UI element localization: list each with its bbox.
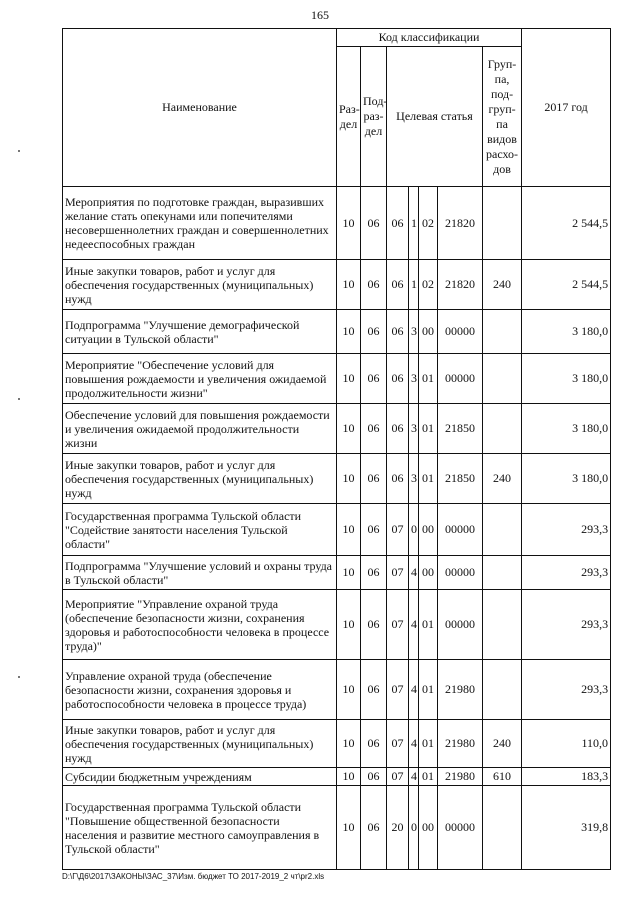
header-section: Раз- дел [337,47,361,187]
row-section: 10 [337,504,361,556]
row-subsection: 06 [361,354,387,404]
row-target-program: 07 [387,590,409,660]
row-name: Подпрограмма "Улучшение условий и охраны труда в Тульской области" [63,556,337,590]
row-subsection: 06 [361,590,387,660]
row-expense-group [483,310,522,354]
row-name: Иные закупки товаров, работ и услуг для обеспечения государственных (муниципальных) нужд [63,260,337,310]
scan-speck [18,150,20,152]
row-target-subprogram: 1 [409,187,419,260]
row-subsection: 06 [361,786,387,870]
row-amount: 293,3 [522,660,611,720]
row-name: Государственная программа Тульской области "Повышение общественной безопасности населения и развитие местного самоуправления в Тульской области" [63,786,337,870]
row-target-program: 06 [387,354,409,404]
row-target-code: 00000 [438,556,483,590]
row-name: Мероприятие "Управление охраной труда (обеспечение безопасности жизни, сохранения здоровья и работоспособности человека в процессе труда)" [63,590,337,660]
row-target-program: 07 [387,660,409,720]
row-expense-group: 610 [483,768,522,786]
table-row [63,660,611,720]
row-target-event: 00 [419,504,438,556]
row-subsection: 06 [361,454,387,504]
row-target-event: 00 [419,310,438,354]
row-target-event: 01 [419,404,438,454]
row-target-code: 21850 [438,404,483,454]
row-target-event: 01 [419,454,438,504]
row-subsection: 06 [361,768,387,786]
row-section: 10 [337,354,361,404]
row-target-program: 20 [387,786,409,870]
table-row [63,187,611,260]
row-target-subprogram: 0 [409,504,419,556]
budget-table [62,28,611,870]
scan-speck [18,398,20,400]
row-name: Иные закупки товаров, работ и услуг для обеспечения государственных (муниципальных) нужд [63,720,337,768]
table-row [63,354,611,404]
row-section: 10 [337,590,361,660]
table-row [63,720,611,768]
table-row [63,260,611,310]
row-target-code: 21820 [438,187,483,260]
row-subsection: 06 [361,187,387,260]
row-expense-group: 240 [483,454,522,504]
row-expense-group: 240 [483,720,522,768]
row-subsection: 06 [361,404,387,454]
row-section: 10 [337,260,361,310]
row-target-event: 01 [419,590,438,660]
row-amount: 3 180,0 [522,310,611,354]
row-target-program: 07 [387,556,409,590]
row-target-subprogram: 3 [409,354,419,404]
header-target-article: Целевая статья [387,47,483,187]
table-row [63,768,611,786]
row-subsection: 06 [361,660,387,720]
row-amount: 293,3 [522,504,611,556]
table-row [63,786,611,870]
row-amount: 2 544,5 [522,260,611,310]
row-target-code: 21850 [438,454,483,504]
table-row [63,556,611,590]
page-number: 165 [311,8,329,22]
row-target-code: 00000 [438,310,483,354]
row-name: Мероприятия по подготовке граждан, выразивших желание стать опекунами или попечителями несовершеннолетних граждан и совершеннолетних недееспособных граждан [63,187,337,260]
row-expense-group [483,590,522,660]
row-section: 10 [337,404,361,454]
row-name: Иные закупки товаров, работ и услуг для обеспечения государственных (муниципальных) нужд [63,454,337,504]
row-target-code: 00000 [438,504,483,556]
row-section: 10 [337,454,361,504]
row-target-program: 07 [387,768,409,786]
row-amount: 183,3 [522,768,611,786]
row-section: 10 [337,720,361,768]
table-row [63,404,611,454]
row-subsection: 06 [361,720,387,768]
row-target-program: 07 [387,720,409,768]
row-target-program: 06 [387,454,409,504]
row-section: 10 [337,556,361,590]
row-target-code: 00000 [438,786,483,870]
row-target-event: 01 [419,354,438,404]
row-section: 10 [337,310,361,354]
row-amount: 3 180,0 [522,354,611,404]
row-target-code: 21980 [438,720,483,768]
row-amount: 293,3 [522,590,611,660]
row-amount: 3 180,0 [522,404,611,454]
row-section: 10 [337,786,361,870]
row-name: Субсидии бюджетным учреждениям [63,768,337,786]
row-target-code: 00000 [438,354,483,404]
row-target-subprogram: 4 [409,768,419,786]
row-name: Государственная программа Тульской области "Содействие занятости населения Тульской области" [63,504,337,556]
row-expense-group [483,187,522,260]
table-row [63,590,611,660]
table-row [63,504,611,556]
table-row [63,310,611,354]
table-row [63,454,611,504]
row-subsection: 06 [361,260,387,310]
header-expense-group: Груп- па, под- груп- па видов расхо- дов [483,47,522,187]
row-target-event: 01 [419,720,438,768]
row-name: Обеспечение условий для повышения рождаемости и увеличения ожидаемой продолжительности жизни [63,404,337,454]
row-expense-group [483,660,522,720]
row-target-code: 21980 [438,768,483,786]
row-target-program: 06 [387,404,409,454]
row-expense-group: 240 [483,260,522,310]
row-target-program: 06 [387,310,409,354]
row-amount: 3 180,0 [522,454,611,504]
row-target-subprogram: 3 [409,404,419,454]
row-target-subprogram: 3 [409,310,419,354]
row-target-subprogram: 4 [409,720,419,768]
row-target-subprogram: 3 [409,454,419,504]
row-target-code: 00000 [438,590,483,660]
row-target-event: 00 [419,786,438,870]
row-expense-group [483,556,522,590]
row-section: 10 [337,660,361,720]
row-target-subprogram: 0 [409,786,419,870]
row-target-code: 21980 [438,660,483,720]
row-amount: 293,3 [522,556,611,590]
row-name: Мероприятие "Обеспечение условий для повышения рождаемости и увеличения ожидаемой продолжительности жизни" [63,354,337,404]
row-target-program: 06 [387,260,409,310]
row-target-event: 01 [419,768,438,786]
row-target-event: 02 [419,260,438,310]
row-name: Подпрограмма "Улучшение демографической ситуации в Тульской области" [63,310,337,354]
row-amount: 110,0 [522,720,611,768]
row-target-event: 02 [419,187,438,260]
row-target-program: 06 [387,187,409,260]
row-subsection: 06 [361,504,387,556]
row-expense-group [483,786,522,870]
row-target-event: 01 [419,660,438,720]
row-target-subprogram: 4 [409,590,419,660]
row-expense-group [483,354,522,404]
header-year: 2017 год [522,29,611,187]
header-subsection: Под- раз- дел [361,47,387,187]
header-name: Наименование [63,29,337,187]
scan-speck [18,676,20,678]
row-target-subprogram: 1 [409,260,419,310]
row-amount: 319,8 [522,786,611,870]
row-target-program: 07 [387,504,409,556]
row-section: 10 [337,187,361,260]
file-path-footer: D:\Г\Д6\2017\ЗАКОНЫ\ЗАС_37\Изм. бюджет ТО 2017-2019_2 чт\pr2.xls [62,872,325,881]
row-target-event: 00 [419,556,438,590]
row-subsection: 06 [361,556,387,590]
row-target-code: 21820 [438,260,483,310]
row-section: 10 [337,768,361,786]
header-classification: Код классификации [337,29,522,47]
row-amount: 2 544,5 [522,187,611,260]
row-expense-group [483,504,522,556]
row-target-subprogram: 4 [409,556,419,590]
row-expense-group [483,404,522,454]
row-name: Управление охраной труда (обеспечение безопасности жизни, сохранения здоровья и работоспособности человека в процессе труда) [63,660,337,720]
row-target-subprogram: 4 [409,660,419,720]
row-subsection: 06 [361,310,387,354]
